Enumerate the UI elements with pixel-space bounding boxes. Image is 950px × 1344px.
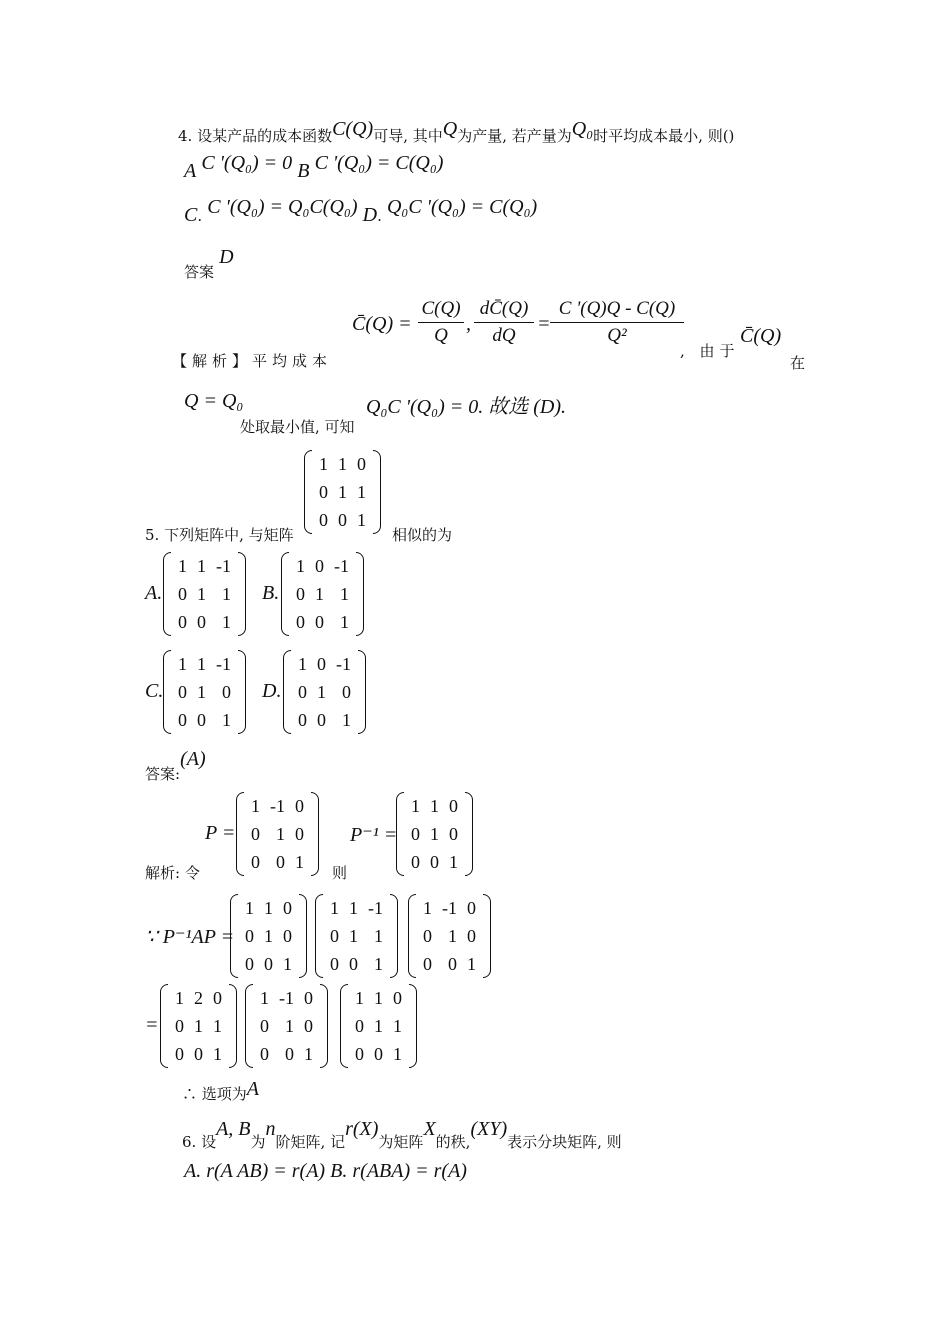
matrix-cell: 1 — [319, 454, 328, 474]
q5-eq1-m1 — [230, 894, 307, 978]
q5-stem-end: 相似的为 — [392, 526, 453, 544]
matrix-cell: 0 — [283, 898, 292, 918]
matrix-cell: 1 — [222, 612, 231, 632]
q5-opt-b-label: B. — [262, 582, 280, 604]
q5-target-matrix — [304, 450, 381, 534]
matrix-right-paren — [311, 792, 319, 876]
matrix-cells — [171, 650, 238, 734]
q4-frac-avg — [418, 298, 464, 347]
matrix-cell: 0 — [295, 824, 304, 844]
matrix-cell: 0 — [338, 510, 347, 530]
q4-stem-part2: 可导, 其中 — [373, 127, 443, 145]
q4-opt-d: Q₀C '(Q₀) = C(Q₀) — [386, 196, 538, 218]
matrix-left-paren — [245, 984, 253, 1068]
matrix-cell: 0 — [330, 926, 339, 946]
matrix-cell: 0 — [285, 1044, 294, 1064]
q4-answer-label: 答案 — [184, 263, 215, 281]
matrix-cell: 1 — [393, 1016, 402, 1036]
matrix-cell: 1 — [355, 988, 364, 1008]
matrix-cell: 1 — [430, 824, 439, 844]
matrix-cell: 0 — [245, 926, 254, 946]
matrix-cells — [348, 984, 409, 1068]
matrix-cell: 1 — [340, 612, 349, 632]
matrix-left-paren — [160, 984, 168, 1068]
q4-comma: , — [466, 313, 471, 335]
matrix-right-paren — [373, 450, 381, 534]
q6-rx: r(X) — [345, 1118, 379, 1140]
matrix-cell: 1 — [245, 898, 254, 918]
matrix-cells — [291, 650, 358, 734]
matrix-cell: 1 — [374, 988, 383, 1008]
matrix-cell: 1 — [222, 584, 231, 604]
q4-avg-lhs: C̄(Q) = — [352, 313, 412, 335]
matrix-cell: 1 — [264, 898, 273, 918]
matrix-right-paren — [390, 894, 398, 978]
matrix-left-paren — [315, 894, 323, 978]
matrix-cell: 0 — [467, 898, 476, 918]
matrix-cell: 1 — [357, 482, 366, 502]
matrix-cell: 0 — [264, 954, 273, 974]
matrix-cell: 0 — [178, 682, 187, 702]
matrix-cell: 1 — [197, 654, 206, 674]
matrix-cell: 0 — [296, 584, 305, 604]
q6-opt-a: A. r(A AB) = r(A) — [184, 1160, 326, 1182]
q5-opt-d-matrix — [283, 650, 366, 734]
q5-stem: 5. 下列矩阵中, 与矩阵 — [145, 526, 294, 544]
matrix-cell: 1 — [222, 710, 231, 730]
matrix-cell: 0 — [449, 824, 458, 844]
matrix-cells — [238, 894, 299, 978]
matrix-left-paren — [283, 650, 291, 734]
q4-opt-d-label: D — [362, 204, 378, 226]
matrix-cell: 1 — [430, 796, 439, 816]
matrix-cell: 1 — [330, 898, 339, 918]
q5-p-label: P = — [205, 822, 236, 844]
matrix-cell: 1 — [260, 988, 269, 1008]
matrix-cell: 0 — [423, 954, 432, 974]
matrix-cell: 0 — [467, 926, 476, 946]
q4-stem — [178, 118, 735, 147]
matrix-cell: 0 — [448, 954, 457, 974]
q4-options-cd: C. C '(Q₀) = Q₀C(Q₀) D. Q₀C '(Q₀) = C(Q₀) — [184, 196, 538, 226]
matrix-cell: -1 — [336, 654, 351, 674]
matrix-cell: 0 — [315, 612, 324, 632]
matrix-cell: 0 — [423, 926, 432, 946]
q5-answer-value: (A) — [180, 748, 206, 770]
q5-opt-c-label: C. — [145, 680, 164, 702]
matrix-cell: 0 — [393, 988, 402, 1008]
matrix-right-paren — [238, 650, 246, 734]
q5-conclusion-value: A — [246, 1078, 259, 1100]
matrix-cell: 1 — [194, 1016, 203, 1036]
q4-analysis-label: 【解析】平均成本 — [172, 352, 333, 370]
q5-answer — [145, 748, 206, 783]
matrix-cell: 0 — [175, 1044, 184, 1064]
matrix-cells — [171, 552, 238, 636]
matrix-right-paren — [299, 894, 307, 978]
q4-frac-avg-num: C(Q) — [421, 298, 461, 319]
q4-cost-func: C(Q) — [332, 118, 374, 140]
q5-opt-a-label: A. — [145, 582, 163, 604]
q6-options — [184, 1160, 467, 1183]
q6-xy: (XY) — [470, 1118, 508, 1140]
q6-stem-part4: 为矩阵 — [378, 1133, 424, 1151]
q5-opt-a-matrix — [163, 552, 246, 636]
matrix-cell: 0 — [178, 710, 187, 730]
q5-opt-d-label: D. — [262, 680, 282, 702]
matrix-cell: 0 — [315, 556, 324, 576]
q5-conclusion-text: ∴ 选项为 — [182, 1085, 247, 1103]
matrix-cell: -1 — [442, 898, 457, 918]
q6-opt-b: B. r(ABA) = r(A) — [330, 1160, 467, 1182]
matrix-cell: -1 — [279, 988, 294, 1008]
q5-opt-c-matrix — [163, 650, 246, 734]
q6-stem — [182, 1118, 622, 1151]
matrix-right-paren — [409, 984, 417, 1068]
q4-stem-part4: 时平均成本最小, 则() — [593, 127, 735, 145]
q4-tail1: 处取最小值, 可知 — [240, 418, 355, 436]
q4-frac-result-den: Q² — [607, 325, 627, 346]
matrix-cell: 1 — [374, 1016, 383, 1036]
matrix-cell: 0 — [251, 824, 260, 844]
matrix-cell: 0 — [355, 1016, 364, 1036]
q6-stem-part1: 6. 设 — [182, 1133, 217, 1151]
matrix-cell: 1 — [338, 482, 347, 502]
matrix-cell: 0 — [197, 612, 206, 632]
q4-opt-a-label: A — [184, 160, 197, 182]
matrix-left-paren — [281, 552, 289, 636]
matrix-cell: 0 — [283, 926, 292, 946]
q5-conclusion — [182, 1078, 259, 1105]
matrix-cells — [253, 984, 320, 1068]
q4-q0: Q₀ — [571, 118, 594, 140]
matrix-cell: -1 — [216, 654, 231, 674]
matrix-cell: 1 — [467, 954, 476, 974]
matrix-right-paren — [229, 984, 237, 1068]
q4-tail2: Q₀C '(Q₀) = 0. 故选 (D). — [366, 396, 566, 418]
matrix-left-paren — [236, 792, 244, 876]
matrix-cell: 0 — [197, 710, 206, 730]
q4-options-ab — [184, 152, 444, 183]
matrix-cell: 1 — [448, 926, 457, 946]
matrix-cell: 1 — [178, 654, 187, 674]
matrix-cell: 1 — [449, 852, 458, 872]
matrix-cell: 0 — [260, 1044, 269, 1064]
matrix-cell: 1 — [374, 954, 383, 974]
q5-then: 则 — [332, 864, 348, 882]
matrix-cell: 0 — [411, 852, 420, 872]
matrix-cell: 1 — [338, 454, 347, 474]
q6-stem-part2: 为 — [250, 1133, 266, 1151]
q4-opt-b-label: B — [297, 160, 310, 182]
q4-opt-c-label: C — [184, 204, 198, 226]
matrix-cell: 0 — [330, 954, 339, 974]
q4-stem-part1: 4. 设某产品的成本函数 — [178, 127, 333, 145]
matrix-cells — [416, 894, 483, 978]
q4-since: , 由于 — [680, 342, 740, 360]
matrix-left-paren — [163, 650, 171, 734]
matrix-left-paren — [396, 792, 404, 876]
matrix-cell: -1 — [216, 556, 231, 576]
q6-n: n — [265, 1118, 276, 1140]
matrix-cell: 0 — [296, 612, 305, 632]
q4-at: 在 — [790, 354, 806, 372]
matrix-cell: 1 — [411, 796, 420, 816]
q6-stem-part6: 表示分块矩阵, 则 — [507, 1133, 622, 1151]
q6-x: X — [423, 1118, 436, 1140]
matrix-cell: 0 — [222, 682, 231, 702]
matrix-cell: 0 — [319, 482, 328, 502]
matrix-cell: 0 — [317, 710, 326, 730]
matrix-cell: 1 — [197, 682, 206, 702]
q5-eq1-m2 — [315, 894, 398, 978]
matrix-right-paren — [483, 894, 491, 978]
q4-opt-b: C '(Q₀) = C(Q₀) — [314, 152, 444, 174]
q5-eq1-m3 — [408, 894, 491, 978]
q5-analysis-label: 解析: 令 — [145, 864, 200, 882]
matrix-cell: 2 — [194, 988, 203, 1008]
q4-frac-result — [550, 298, 684, 347]
matrix-cell: 0 — [411, 824, 420, 844]
matrix-cell: 0 — [260, 1016, 269, 1036]
matrix-cell: 1 — [304, 1044, 313, 1064]
q5-eq2-m2 — [245, 984, 328, 1068]
matrix-cell: 1 — [423, 898, 432, 918]
q5-opt-b-matrix — [281, 552, 364, 636]
matrix-cell: 1 — [285, 1016, 294, 1036]
matrix-left-paren — [163, 552, 171, 636]
q4-frac-deriv-den: dQ — [492, 325, 516, 346]
matrix-cells — [168, 984, 229, 1068]
q5-answer-label: 答案: — [145, 765, 181, 783]
matrix-cell: 1 — [213, 1044, 222, 1064]
matrix-cell: 1 — [374, 926, 383, 946]
matrix-cell: 1 — [197, 556, 206, 576]
q4-frac-deriv-num: dC̄(Q) — [479, 298, 529, 319]
matrix-cell: 0 — [251, 852, 260, 872]
matrix-left-paren — [304, 450, 312, 534]
q5-pinv-label: P⁻¹ = — [350, 824, 398, 846]
q4-answer-value: D — [219, 246, 234, 268]
q5-eq1-label: ∵ P⁻¹AP = — [145, 926, 235, 948]
matrix-cells — [244, 792, 311, 876]
matrix-cell: 0 — [304, 988, 313, 1008]
q4-answer — [184, 246, 234, 281]
matrix-cells — [289, 552, 356, 636]
matrix-cell: 1 — [315, 584, 324, 604]
matrix-cell: 1 — [317, 682, 326, 702]
q4-q: Q — [442, 118, 458, 140]
matrix-cell: 1 — [197, 584, 206, 604]
q5-pinv-matrix — [396, 792, 473, 876]
matrix-cell: 0 — [298, 682, 307, 702]
q5-p-matrix — [236, 792, 319, 876]
matrix-right-paren — [465, 792, 473, 876]
q4-opt-a: C '(Q₀) = 0 — [201, 152, 293, 174]
matrix-left-paren — [408, 894, 416, 978]
matrix-cell: 0 — [213, 988, 222, 1008]
matrix-cell: -1 — [270, 796, 285, 816]
matrix-cell: 0 — [317, 654, 326, 674]
matrix-cell: 0 — [295, 796, 304, 816]
matrix-cell: 1 — [349, 898, 358, 918]
matrix-cells — [404, 792, 465, 876]
matrix-cell: 0 — [374, 1044, 383, 1064]
matrix-cell: 0 — [304, 1016, 313, 1036]
matrix-right-paren — [358, 650, 366, 734]
q5-eq2-m3 — [340, 984, 417, 1068]
q4-cbar: C̄(Q) — [740, 325, 782, 347]
q4-q-eq: Q = Q₀ — [184, 390, 244, 412]
matrix-cell: 1 — [178, 556, 187, 576]
matrix-cell: 0 — [298, 710, 307, 730]
q6-stem-part5: 的秩, — [435, 1133, 471, 1151]
q4-frac-deriv — [474, 298, 534, 347]
matrix-cell: -1 — [368, 898, 383, 918]
matrix-right-paren — [238, 552, 246, 636]
matrix-cell: 0 — [276, 852, 285, 872]
matrix-cell: 1 — [298, 654, 307, 674]
matrix-cell: 0 — [175, 1016, 184, 1036]
matrix-cell: 0 — [194, 1044, 203, 1064]
matrix-cell: 0 — [355, 1044, 364, 1064]
matrix-cells — [323, 894, 390, 978]
matrix-cell: 1 — [349, 926, 358, 946]
q4-frac-avg-den: Q — [434, 325, 448, 346]
q6-ab: A, B — [216, 1118, 251, 1140]
matrix-cell: -1 — [334, 556, 349, 576]
q5-eq2-label: = — [145, 1014, 159, 1036]
q4-opt-c: C '(Q₀) = Q₀C(Q₀) — [207, 196, 358, 218]
matrix-cell: 1 — [213, 1016, 222, 1036]
matrix-cell: 1 — [175, 988, 184, 1008]
matrix-cell: 1 — [264, 926, 273, 946]
q5-eq2-m1 — [160, 984, 237, 1068]
matrix-cell: 1 — [295, 852, 304, 872]
matrix-cell: 0 — [449, 796, 458, 816]
matrix-left-paren — [230, 894, 238, 978]
matrix-cell: 1 — [283, 954, 292, 974]
matrix-cell: 1 — [393, 1044, 402, 1064]
matrix-right-paren — [356, 552, 364, 636]
q4-frac-result-num: C '(Q)Q - C(Q) — [558, 298, 676, 319]
q6-stem-part3: 阶矩阵, 记 — [275, 1133, 346, 1151]
matrix-cell: 0 — [342, 682, 351, 702]
matrix-cell: 0 — [245, 954, 254, 974]
matrix-cell: 1 — [296, 556, 305, 576]
matrix-cell: 1 — [251, 796, 260, 816]
q4-equals: = — [537, 313, 551, 335]
matrix-cell: 1 — [342, 710, 351, 730]
matrix-cell: 0 — [430, 852, 439, 872]
matrix-right-paren — [320, 984, 328, 1068]
matrix-cells — [312, 450, 373, 534]
matrix-cell: 0 — [178, 584, 187, 604]
matrix-cell: 1 — [276, 824, 285, 844]
matrix-cell: 1 — [357, 510, 366, 530]
matrix-left-paren — [340, 984, 348, 1068]
matrix-cell: 0 — [319, 510, 328, 530]
matrix-cell: 0 — [357, 454, 366, 474]
matrix-cell: 0 — [349, 954, 358, 974]
q4-stem-part3: 为产量, 若产量为 — [457, 127, 572, 145]
matrix-cell: 1 — [340, 584, 349, 604]
matrix-cell: 0 — [178, 612, 187, 632]
